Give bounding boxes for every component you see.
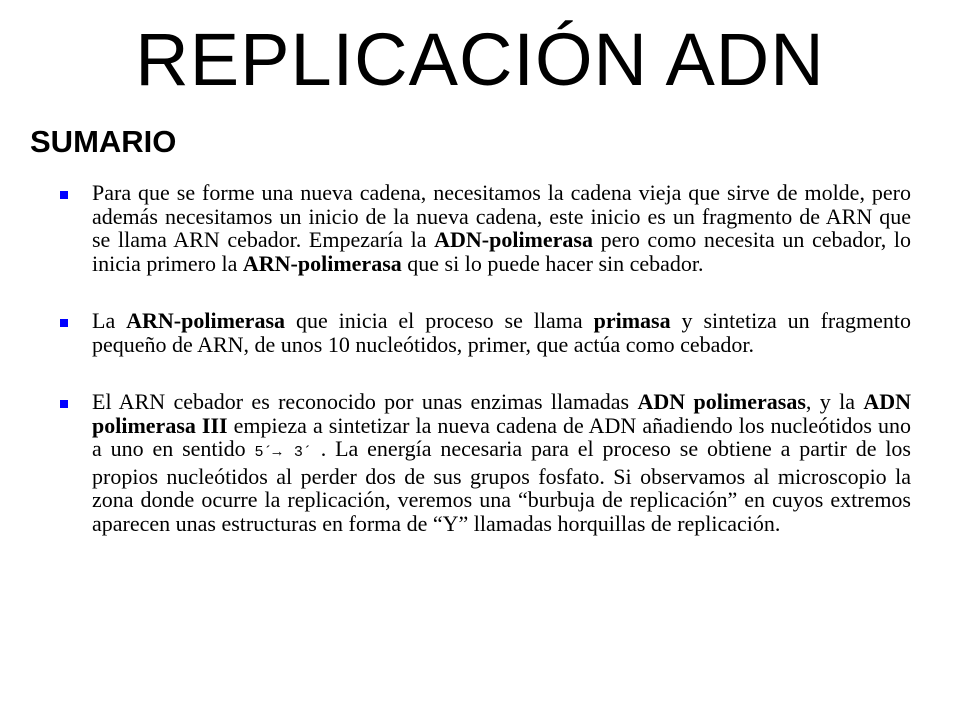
text-run: La [92,308,127,333]
bullet-text [92,180,911,276]
text-run: empieza a sintetizar la nueva cadena de ADN añadiendo los nucleótidos uno a uno en sentido [92,412,911,461]
text-run: que inicia el proceso se llama [285,308,594,333]
text-run: y sintetiza un fragmento pequeño de ARN, de unos 10 nucleótidos, primer, que actúa como cebador. [92,308,912,357]
text-run: . La energía necesaria para el proceso se obtiene a partir de los propios nucleótidos al perder dos de sus grupos fosfato. Si observamos al microscopio la zona donde ocurre la replicación, veremos una “burbuja de replicación” en cuyos extremos aparecen unas estructuras en forma de “Y” llamadas horquillas de replicación. [92,436,911,536]
square-bullet-icon [60,191,68,199]
text-run: El ARN cebador es reconocido por unas enzimas llamadas [92,389,638,414]
bold-term-arn-polimerasa: ARN-polimerasa [126,308,286,333]
slide-subtitle: SUMARIO [30,124,177,159]
text-run: Para que se forme una nueva cadena, necesitamos la cadena vieja que sirve de molde, pero además necesitamos un inicio de la nueva cadena, este inicio es un fragmento de ARN que se llama ARN cebador. Empezaría la [92,180,911,252]
slide-title: REPLICACIÓN ADN [135,18,825,101]
bullet-text [92,389,911,536]
bold-term-adn-polimerasa-iii: ADN polimerasa III [92,389,911,438]
square-bullet-icon [60,400,68,408]
bold-term-adn-polimerasa: ADN-polimerasa [434,227,593,252]
bullet-item [59,309,911,356]
square-bullet-icon [60,319,68,327]
bold-term-adn-polimerasas: ADN polimerasas [637,389,806,414]
bullet-item [59,181,911,275]
bold-term-primasa: primasa [593,308,671,333]
text-run: , y la [805,389,864,414]
text-run: que si lo puede hacer sin cebador. [401,250,704,276]
direction-5-to-3: 5´→ 3´ [254,444,312,461]
bold-term-arn-polimerasa: ARN-polimerasa [242,250,402,276]
text-run: pero como necesita un cebador, lo inicia primero la [92,227,911,276]
bullet-list [59,181,911,535]
bullet-text [92,308,911,357]
bullet-item [59,390,911,535]
